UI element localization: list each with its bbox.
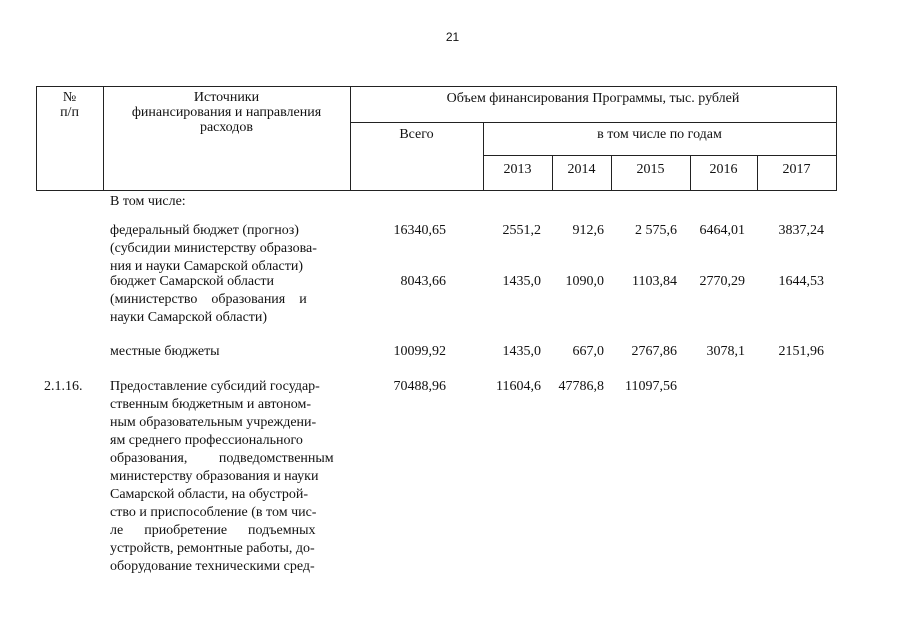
item-line: ственным бюджетным и автоном- — [110, 397, 312, 412]
item-line: устройств, ремонтные работы, до- — [110, 541, 315, 556]
header-year-2014: 2014 — [567, 162, 596, 177]
row-federal-2015: 2 575,6 — [635, 223, 677, 238]
header-year-2015: 2015 — [636, 162, 665, 177]
label-line: науки Самарской области) — [110, 310, 268, 325]
item-2013: 11604,6 — [496, 379, 541, 394]
item-line: оборудование техническими сред- — [110, 559, 315, 574]
label-line: (субсидии министерству образова- — [110, 241, 317, 256]
row-regional-total: 8043,66 — [400, 274, 446, 289]
header-number: № п/п — [60, 90, 79, 120]
header-total: Всего — [399, 127, 434, 142]
row-regional-2013: 1435,0 — [502, 274, 541, 289]
label-line: федеральный бюджет (прогноз) — [110, 223, 299, 238]
row-federal-2013: 2551,2 — [502, 223, 541, 238]
item-line: ство и приспособление (в том чис- — [110, 505, 317, 520]
item-line: ям среднего профессионального — [110, 433, 303, 448]
header-year-2017: 2017 — [782, 162, 811, 177]
row-local-2016: 3078,1 — [706, 344, 745, 359]
row-local-2017: 2151,96 — [778, 344, 824, 359]
row-local-label — [110, 343, 220, 361]
row-regional-2016: 2770,29 — [699, 274, 745, 289]
row-federal-label — [110, 222, 346, 276]
item-total: 70488,96 — [393, 379, 446, 394]
row-regional-label — [110, 273, 346, 327]
row-federal-2016: 6464,01 — [699, 223, 745, 238]
row-regional-2017: 1644,53 — [778, 274, 824, 289]
row-federal-total: 16340,65 — [393, 223, 446, 238]
header-volume: Объем финансирования Программы, тыс. рублей — [446, 91, 740, 106]
item-line: образования, подведомственным — [110, 451, 334, 466]
row-local-2014: 667,0 — [572, 344, 604, 359]
header-year-2016: 2016 — [709, 162, 738, 177]
row-regional-2014: 1090,0 — [565, 274, 604, 289]
item-description — [110, 378, 346, 576]
row-federal-2014: 912,6 — [572, 223, 604, 238]
header-source: Источники финансирования и направления расходов — [131, 90, 322, 135]
row-local-2015: 2767,86 — [631, 344, 677, 359]
item-line: министерству образования и науки — [110, 469, 319, 484]
item-line: ле приобретение подъемных — [110, 523, 316, 538]
item-line: Самарской области, на обустрой- — [110, 487, 309, 502]
row-local-total: 10099,92 — [393, 344, 446, 359]
label-line: бюджет Самарской области — [110, 274, 274, 289]
label-line: (министерство образования и — [110, 292, 307, 307]
header-by-year: в том числе по годам — [597, 127, 722, 142]
in-that-number-label: В том числе: — [110, 194, 186, 209]
label-line: местные бюджеты — [110, 344, 220, 359]
page-number: 21 — [445, 30, 460, 44]
item-line: Предоставление субсидий государ- — [110, 379, 320, 394]
item-2015: 11097,56 — [625, 379, 677, 394]
label-line: ния и науки Самарской области) — [110, 259, 303, 274]
row-regional-2015: 1103,84 — [632, 274, 677, 289]
item-line: ным образовательным учреждени- — [110, 415, 317, 430]
item-number: 2.1.16. — [44, 379, 83, 394]
row-federal-2017: 3837,24 — [778, 223, 824, 238]
row-local-2013: 1435,0 — [502, 344, 541, 359]
header-year-2013: 2013 — [503, 162, 532, 177]
item-2014: 47786,8 — [558, 379, 604, 394]
